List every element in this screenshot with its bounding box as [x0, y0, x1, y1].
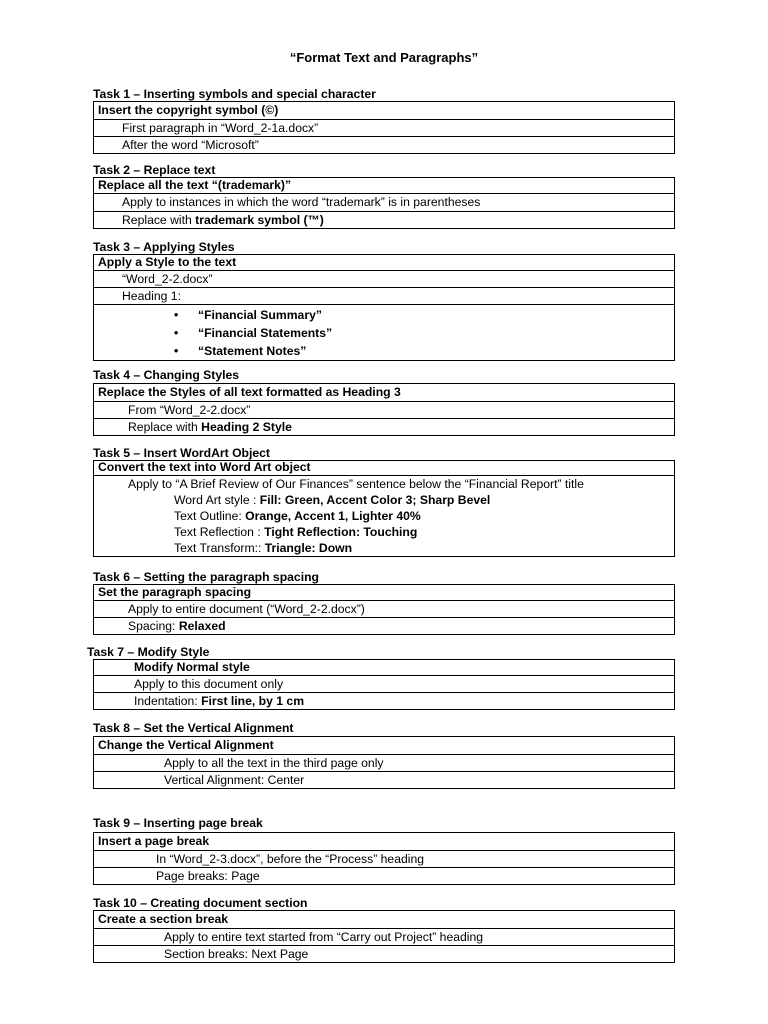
task-5-row-5: Text Transform:: Triangle: Down — [174, 541, 353, 555]
task-4-table — [93, 383, 675, 436]
task-6-header-row: Set the paragraph spacing — [98, 585, 252, 599]
task-9-row-2: Page breaks: Page — [94, 867, 674, 884]
bullet-glyph: • — [174, 326, 179, 340]
task-8-header-row: Change the Vertical Alignment — [98, 738, 274, 752]
task-7-header-row: Modify Normal style — [134, 660, 250, 674]
task-1-row-1: First paragraph in “Word_2-1a.docx” — [94, 119, 674, 136]
task-7-heading: Task 7 – Modify Style — [87, 645, 210, 659]
task-2-row-2-value: trademark symbol (™) — [195, 213, 324, 227]
task-8-heading: Task 8 – Set the Vertical Alignment — [93, 721, 294, 735]
task-1-header-row: Insert the copyright symbol (©) — [98, 103, 279, 117]
task-3-bullet-list — [94, 306, 674, 360]
task-4-row-1: From “Word_2-2.docx” — [94, 401, 674, 418]
bullet-item: • “Statement Notes” — [174, 344, 307, 358]
task-3-row-1: “Word_2-2.docx” — [94, 270, 674, 287]
task-2-row-2-label: Replace with — [122, 213, 196, 227]
task-3-heading: Task 3 – Applying Styles — [93, 240, 235, 254]
task-8-table — [93, 736, 675, 789]
task-3-bullet-row — [94, 304, 674, 360]
task-4-header-row: Replace the Styles of all text formatted as Heading 3 — [98, 385, 401, 399]
task-3-header-row: Apply a Style to the text — [98, 255, 237, 269]
task-1-table — [93, 101, 675, 154]
task-6-heading: Task 6 – Setting the paragraph spacing — [93, 570, 319, 584]
task-5-row-1: Apply to “A Brief Review of Our Finances” sentence below the “Financial Report” title — [94, 475, 674, 492]
task-9-table — [93, 832, 675, 885]
task-9-heading: Task 9 – Inserting page break — [93, 816, 263, 830]
task-3-row-2: Heading 1: — [94, 287, 674, 304]
task-2-heading: Task 2 – Replace text — [93, 163, 216, 177]
task-5-table — [93, 460, 675, 557]
task-5-row-2: Word Art style : Fill: Green, Accent Color 3; Sharp Bevel — [174, 493, 491, 507]
bullet-item: • “Financial Summary” — [174, 308, 322, 322]
task-7-table — [93, 659, 675, 710]
task-2-header-row: Replace all the text “(trademark)” — [98, 178, 292, 192]
bullet-glyph: • — [174, 308, 179, 322]
task-10-heading: Task 10 – Creating document section — [93, 896, 308, 910]
task-1-heading: Task 1 – Inserting symbols and special character — [93, 87, 376, 101]
bullet-item: • “Financial Statements” — [174, 326, 333, 340]
task-2-row-1: Apply to instances in which the word “trademark” is in parentheses — [94, 193, 674, 211]
task-5-row-4: Text Reflection : Tight Reflection: Touching — [174, 525, 418, 539]
task-4-row-2-label: Replace with — [128, 420, 202, 434]
document-title: “Format Text and Paragraphs” — [289, 50, 479, 65]
task-8-row-1: Apply to all the text in the third page only — [94, 754, 674, 771]
task-10-header-row: Create a section break — [98, 912, 229, 926]
task-5-heading: Task 5 – Insert WordArt Object — [93, 446, 270, 460]
task-10-table — [93, 910, 675, 963]
task-1-row-2: After the word “Microsoft” — [94, 136, 674, 153]
task-5-row-3: Text Outline: Orange, Accent 1, Lighter 40% — [174, 509, 421, 523]
task-9-header-row: Insert a page break — [98, 834, 210, 848]
task-7-row-2: Indentation: First line, by 1 cm — [94, 692, 674, 709]
task-2-table — [93, 177, 675, 229]
bullet-glyph: • — [174, 344, 179, 358]
task-10-row-2: Section breaks: Next Page — [94, 945, 674, 962]
task-6-row-2: Spacing: Relaxed — [94, 617, 674, 634]
task-6-table — [93, 584, 675, 635]
task-2-row-2 — [94, 211, 674, 228]
task-7-row-1: Apply to this document only — [94, 675, 674, 692]
task-10-row-1: Apply to entire text started from “Carry out Project” heading — [94, 928, 674, 945]
task-4-row-2-value: Heading 2 Style — [201, 420, 292, 434]
task-5-header-row: Convert the text into Word Art object — [98, 461, 311, 474]
task-3-table — [93, 254, 675, 361]
task-6-row-1: Apply to entire document (“Word_2-2.docx”) — [94, 600, 674, 617]
task-4-row-2 — [94, 418, 674, 435]
task-9-row-1: In “Word_2-3.docx”, before the “Process” heading — [94, 850, 674, 867]
task-4-heading: Task 4 – Changing Styles — [93, 368, 240, 382]
task-8-row-2: Vertical Alignment: Center — [94, 771, 674, 788]
